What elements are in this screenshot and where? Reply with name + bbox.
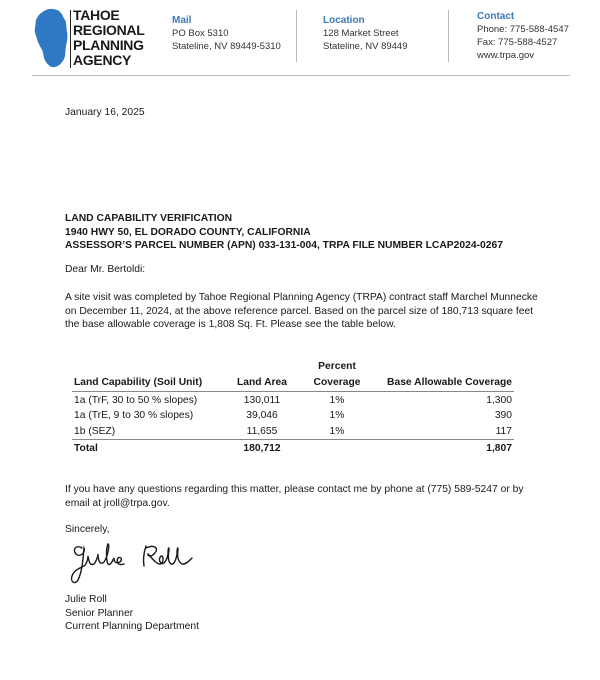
header-base-allowable-coverage: Base Allowable Coverage: [372, 360, 514, 392]
table-row: [72, 408, 514, 424]
cell-soil-unit: 1a (TrE, 9 to 30 % slopes): [74, 410, 194, 421]
contact-phone: Phone: 775-588-4547: [477, 24, 569, 35]
table-total-row: [72, 439, 514, 456]
cell-land-area: 11,655: [246, 425, 278, 437]
cell-percent: 1%: [329, 394, 345, 406]
contact-website[interactable]: www.trpa.gov: [477, 50, 535, 61]
land-capability-table: [72, 360, 514, 456]
subject-line: ASSESSOR’S PARCEL NUMBER (APN) 033-131-004, TRPA FILE NUMBER LCAP2024-0267: [65, 240, 503, 251]
header-divider: [448, 10, 449, 62]
contact-fax: Fax: 775-588-4527: [477, 37, 558, 48]
header-percent-line1: Percent: [318, 361, 356, 372]
cell-percent: 1%: [329, 410, 345, 421]
header-divider: [296, 10, 297, 62]
subject-line: 1940 HWY 50, EL DORADO COUNTY, CALIFORNIA: [65, 226, 311, 238]
total-coverage: 1,807: [372, 439, 514, 456]
total-percent: [302, 439, 372, 456]
letter-date: January 16, 2025: [65, 107, 145, 118]
mail-line2: Stateline, NV 89449-5310: [172, 41, 281, 52]
signer-department: Current Planning Department: [65, 621, 199, 632]
header-percent-coverage: [302, 360, 372, 392]
signer-title: Senior Planner: [65, 607, 134, 619]
header-land-area: Land Area: [222, 360, 302, 392]
greeting: Dear Mr. Bertoldi:: [65, 264, 146, 275]
lake-tahoe-logo-icon: [32, 8, 70, 68]
cell-soil-unit: 1b (SEZ): [74, 425, 116, 437]
org-name: [73, 8, 145, 68]
letterhead-rule: [32, 75, 570, 76]
cell-coverage: 1,300: [486, 394, 512, 406]
org-name-line: TAHOE: [73, 7, 120, 23]
table-header-row: [72, 360, 514, 392]
table-row: [72, 423, 514, 439]
signer-name: Julie Roll: [65, 594, 107, 605]
logo-divider: [70, 10, 71, 68]
closing: Sincerely,: [65, 524, 110, 535]
location-line1: 128 Market Street: [323, 28, 399, 39]
cell-coverage: 390: [494, 410, 512, 421]
cell-land-area: 39,046: [246, 410, 278, 421]
total-label: Total: [72, 439, 222, 456]
subject-line: LAND CAPABILITY VERIFICATION: [65, 213, 233, 224]
cell-percent: 1%: [329, 425, 345, 437]
total-land-area: 180,712: [222, 439, 302, 456]
handwritten-signature: [68, 538, 203, 588]
table-row: [72, 392, 514, 408]
org-name-line: PLANNING: [73, 37, 144, 53]
letterhead: [0, 0, 600, 78]
mail-heading: Mail: [172, 15, 192, 26]
header-percent-line2: Coverage: [313, 377, 361, 388]
cell-coverage: 117: [495, 425, 512, 437]
location-address-block: [323, 14, 408, 53]
cell-land-area: 130,011: [243, 394, 281, 406]
org-name-line: REGIONAL: [73, 22, 145, 38]
mail-line1: PO Box 5310: [172, 28, 229, 39]
signer-block: [65, 593, 199, 634]
contact-paragraph: If you have any questions regarding this matter, please contact me by phone at (775) 589-5247 or by email at jroll@trpa.gov.: [65, 484, 524, 509]
contact-heading: Contact: [477, 11, 515, 22]
contact-block: [477, 10, 569, 62]
subject-block: [65, 212, 503, 253]
org-name-line: AGENCY: [73, 52, 132, 68]
intro-paragraph: A site visit was completed by Tahoe Regional Planning Agency (TRPA) contract staff Marchel Munnecke on December 11, 2024, at the above reference parcel. Based on the parcel size of 180,713 square feet the base allowable coverage is 1,808 Sq. Ft. Please see the table below.: [65, 292, 538, 330]
cell-soil-unit: 1a (TrF, 30 to 50 % slopes): [74, 394, 198, 406]
header-land-capability: Land Capability (Soil Unit): [72, 360, 222, 392]
location-heading: Location: [323, 15, 365, 26]
location-line2: Stateline, NV 89449: [323, 41, 408, 52]
mail-address-block: [172, 14, 281, 53]
